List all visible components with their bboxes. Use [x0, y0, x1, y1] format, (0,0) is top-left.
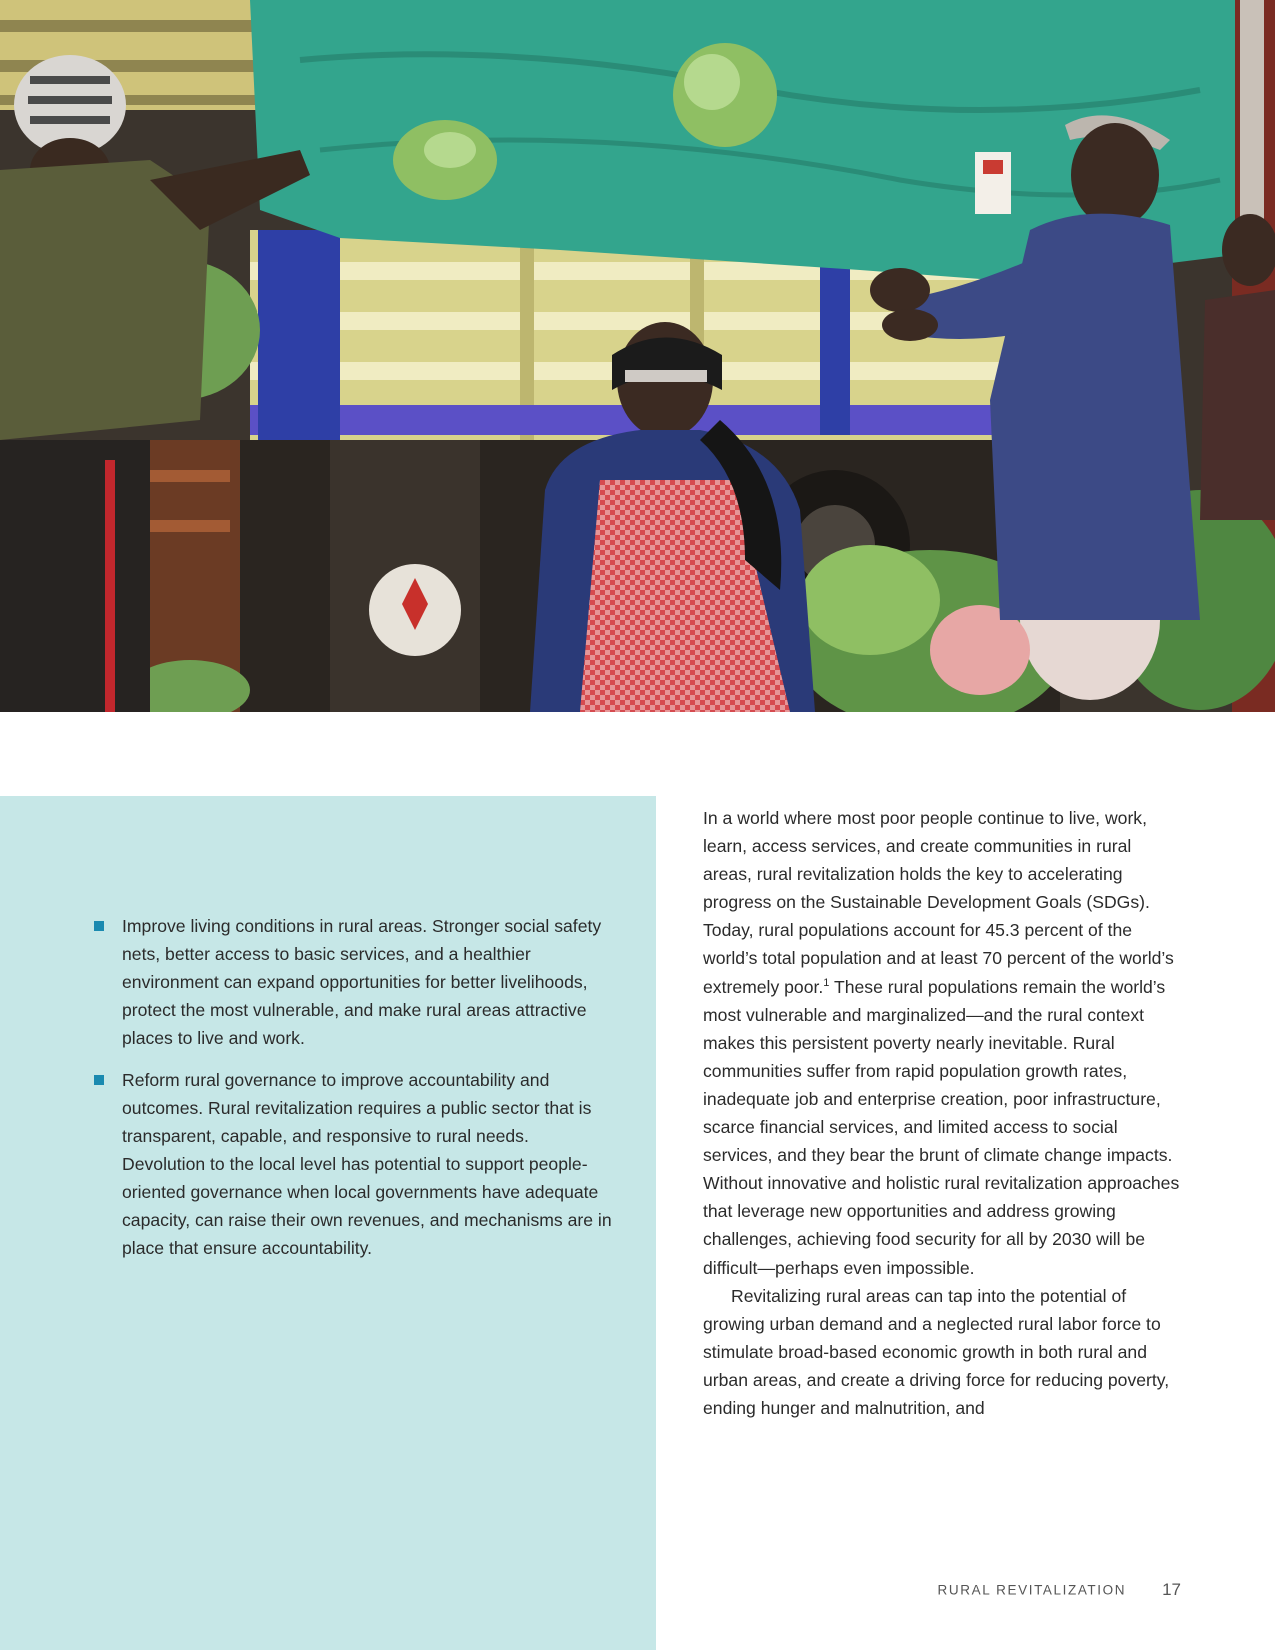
- bullet-text: Improve living conditions in rural areas. Stronger social safety nets, better access to basic services, and a healthier environment can expand opportunities for better livelihoods, protect the most vulnerable, and make rural areas attractive places to live and work.: [122, 916, 602, 1048]
- running-head: RURAL REVITALIZATION: [937, 1582, 1127, 1598]
- list-item: [94, 912, 614, 1052]
- market-photo-icon: [0, 0, 1275, 712]
- page-footer: [0, 1580, 1181, 1600]
- page-number: 17: [1162, 1580, 1181, 1599]
- sidebar-box: [0, 796, 656, 1650]
- footnote-reference[interactable]: 1: [823, 976, 830, 989]
- square-bullet-icon: [94, 1075, 104, 1085]
- paragraph-text: These rural populations remain the world’s most vulnerable and marginalized—and the rural context makes this persistent poverty nearly inevitable. Rural communities suffer from rapid population growth rates, inadequate job and enterprise creation, poor infrastructure, scarce financial services, and limited access to social services, and they bear the brunt of climate change impacts. Without innovative and holistic rural revitalization approaches that leverage new opportunities and address growing challenges, achieving food security for all by 2030 will be difficult—perhaps even impossible.: [703, 976, 1180, 1278]
- square-bullet-icon: [94, 921, 104, 931]
- list-item: [94, 1066, 614, 1262]
- paragraph-text: In a world where most poor people continue to live, work, learn, access services, and create communities in rural areas, rural revitalization holds the key to accelerating progress on the Sustainable Development Goals (SDGs). Today, rural populations account for 45.3 percent of the world’s total population and at least 70 percent of the world’s extremely poor.: [703, 808, 1174, 997]
- bullet-text: Reform rural governance to improve accountability and outcomes. Rural revitalization requires a public sector that is transparent, capable, and responsive to rural needs. Devolution to the local level has potential to support people-oriented governance when local governments have adequate capacity, can raise their own revenues, and mechanisms are in place that ensure accountability.: [122, 1070, 612, 1258]
- market-photo: [0, 0, 1275, 712]
- body-paragraph: [703, 804, 1181, 1282]
- body-text-column: [703, 804, 1181, 1422]
- body-paragraph: Revitalizing rural areas can tap into the potential of growing urban demand and a neglected rural labor force to stimulate broad-based economic growth in both rural and urban areas, and create a driving force for reducing poverty, ending hunger and malnutrition, and: [703, 1285, 1170, 1418]
- bullet-list: [94, 912, 614, 1276]
